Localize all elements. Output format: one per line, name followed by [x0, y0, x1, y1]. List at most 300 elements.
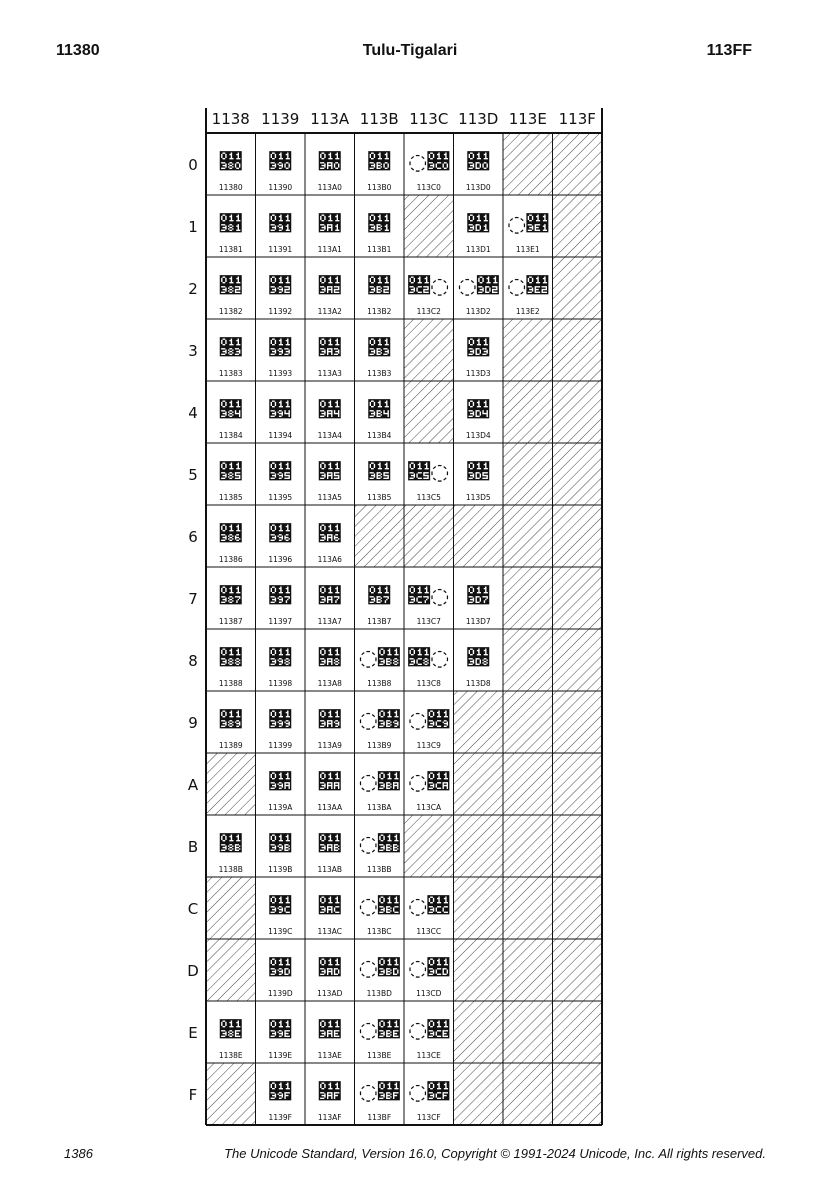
char-cell: [268, 212, 292, 254]
char-cell: [318, 150, 342, 192]
char-code: 1139F: [268, 1113, 292, 1122]
char-code: 11391: [268, 245, 293, 254]
char-cell: [359, 646, 400, 688]
char-code: 11392: [268, 307, 293, 316]
char-cell: [268, 274, 292, 316]
char-glyph: 𑏅◌: [408, 460, 450, 485]
char-code: 11390: [268, 183, 293, 192]
column-header: 113A: [310, 110, 350, 128]
char-cell: [219, 584, 243, 626]
char-cell: [317, 770, 343, 812]
char-cell: [268, 336, 292, 378]
unassigned-cell: [503, 443, 553, 505]
char-code: 113A7: [317, 617, 342, 626]
char-glyph: ◌𑏒: [457, 274, 499, 299]
char-glyph: 𑏐: [467, 150, 490, 175]
char-glyph: 𑎩: [318, 708, 341, 733]
unassigned-cell: [553, 195, 603, 257]
unassigned-cell: [553, 815, 603, 877]
char-cell: [367, 150, 391, 192]
char-code: 11396: [268, 555, 293, 564]
unassigned-cell: [553, 443, 603, 505]
char-code: 113AF: [317, 1113, 342, 1122]
unassigned-cell: [503, 939, 553, 1001]
char-glyph: 𑎫: [318, 832, 341, 857]
page-number: 1386: [64, 1146, 93, 1161]
char-cell: [359, 770, 400, 812]
char-glyph: 𑎞: [269, 1018, 292, 1043]
char-glyph: ◌𑏎: [408, 1018, 450, 1043]
char-cell: [268, 522, 292, 564]
char-cell: [318, 1080, 342, 1122]
char-glyph: 𑎓: [269, 336, 292, 361]
char-glyph: 𑎉: [219, 708, 242, 733]
char-glyph: 𑏇◌: [408, 584, 450, 609]
char-cell: [268, 150, 292, 192]
unassigned-cell: [404, 195, 454, 257]
char-code: 113A4: [317, 431, 342, 440]
char-glyph: 𑎆: [219, 522, 242, 547]
char-glyph: 𑎮: [318, 1018, 341, 1043]
char-glyph: 𑎝: [269, 956, 292, 981]
char-code: 113CC: [416, 927, 442, 936]
char-cell: [367, 584, 391, 626]
char-glyph: 𑎖: [269, 522, 292, 547]
char-glyph: 𑎧: [318, 584, 341, 609]
char-cell: [367, 274, 391, 316]
char-cell: [507, 212, 548, 254]
row-header: F: [188, 1086, 198, 1104]
char-cell: [408, 956, 449, 998]
char-glyph: 𑎦: [318, 522, 341, 547]
char-glyph: 𑎷: [368, 584, 391, 609]
char-glyph: 𑎂: [219, 274, 242, 299]
char-code: 113D4: [465, 431, 491, 440]
char-code: 11383: [218, 369, 243, 378]
char-glyph: 𑏘: [467, 646, 490, 671]
unassigned-cell: [404, 381, 454, 443]
char-code: 1139D: [267, 989, 293, 998]
char-code: 113D5: [465, 493, 491, 502]
char-glyph: ◌𑎹: [358, 708, 400, 733]
char-code: 113A2: [317, 307, 342, 316]
unassigned-cell: [454, 1001, 504, 1063]
char-glyph: 𑎎: [219, 1018, 242, 1043]
column-header: 113C: [409, 110, 449, 128]
char-glyph: 𑎕: [269, 460, 292, 485]
char-cell: [219, 522, 243, 564]
char-glyph: 𑎈: [219, 646, 242, 671]
char-code: 1139B: [268, 865, 293, 874]
char-cell: [408, 708, 449, 750]
char-code: 113B9: [367, 741, 392, 750]
char-glyph: ◌𑏏: [408, 1080, 450, 1105]
char-cell: [268, 1018, 292, 1060]
column-header: 1139: [261, 110, 300, 128]
char-glyph: ◌𑎾: [358, 1018, 400, 1043]
char-cell: [408, 460, 449, 502]
unassigned-cell: [553, 505, 603, 567]
unassigned-cell: [553, 567, 603, 629]
char-code: 113C0: [416, 183, 441, 192]
char-code: 1139E: [268, 1051, 293, 1060]
char-cell: [408, 894, 449, 936]
char-cell: [408, 274, 449, 316]
unassigned-cell: [553, 1063, 603, 1125]
unassigned-cell: [206, 1063, 256, 1125]
char-glyph: 𑎋: [219, 832, 242, 857]
char-cell: [359, 708, 400, 750]
char-code: 113AB: [317, 865, 343, 874]
char-cell: [507, 274, 548, 316]
char-code: 113AE: [317, 1051, 342, 1060]
row-header: C: [187, 900, 199, 918]
char-code: 113D0: [465, 183, 491, 192]
char-cell: [466, 398, 491, 440]
unassigned-cell: [503, 1063, 553, 1125]
char-glyph: 𑏓: [467, 336, 490, 361]
char-code: 113B1: [367, 245, 392, 254]
unassigned-cell: [503, 319, 553, 381]
char-code: 113CA: [416, 803, 442, 812]
char-glyph: 𑎜: [269, 894, 292, 919]
char-glyph: 𑎐: [269, 150, 292, 175]
char-cell: [318, 398, 342, 440]
char-cell: [359, 894, 400, 936]
char-code: 113C5: [416, 493, 441, 502]
unassigned-cell: [454, 815, 504, 877]
char-cell: [359, 956, 400, 998]
char-code: 1139C: [268, 927, 293, 936]
unassigned-cell: [503, 505, 553, 567]
char-code: 113A1: [317, 245, 342, 254]
char-code: 113BD: [366, 989, 392, 998]
char-code: 113B8: [367, 679, 392, 688]
char-code: 11381: [218, 245, 243, 254]
row-header: 6: [188, 528, 198, 546]
char-code: 113BB: [366, 865, 392, 874]
char-glyph: 𑎄: [219, 398, 242, 423]
char-glyph: 𑎠: [318, 150, 341, 175]
char-cell: [466, 336, 491, 378]
char-cell: [359, 1080, 400, 1122]
row-header: E: [188, 1024, 198, 1042]
row-header: 8: [188, 652, 198, 670]
row-header: 5: [188, 466, 198, 484]
char-cell: [268, 956, 293, 998]
unassigned-cell: [503, 381, 553, 443]
char-cell: [458, 274, 499, 316]
unassigned-cell: [454, 691, 504, 753]
char-code: 11399: [268, 741, 293, 750]
char-glyph: 𑏗: [467, 584, 490, 609]
char-code: 113A6: [317, 555, 342, 564]
char-glyph: 𑎘: [269, 646, 292, 671]
char-cell: [318, 522, 342, 564]
char-code: 11380: [218, 183, 243, 192]
unassigned-cell: [355, 505, 405, 567]
unassigned-cell: [503, 753, 553, 815]
unassigned-cell: [503, 877, 553, 939]
char-cell: [317, 956, 342, 998]
unassigned-cell: [206, 939, 256, 1001]
char-cell: [268, 708, 292, 750]
char-code: 113BA: [366, 803, 392, 812]
char-code: 113D2: [465, 307, 491, 316]
char-glyph: ◌𑎻: [358, 832, 400, 857]
row-header: B: [187, 838, 199, 856]
char-glyph: 𑎔: [269, 398, 292, 423]
char-glyph: ◌𑏍: [408, 956, 450, 981]
char-glyph: 𑏕: [467, 460, 490, 485]
char-glyph: ◌𑏢: [507, 274, 549, 299]
char-glyph: 𑎭: [318, 956, 341, 981]
char-code: 113B2: [367, 307, 392, 316]
unassigned-cell: [454, 505, 504, 567]
char-cell: [466, 150, 491, 192]
char-code: 113AA: [317, 803, 343, 812]
char-cell: [359, 832, 400, 874]
column-header: 113D: [458, 110, 499, 128]
unassigned-cell: [503, 1001, 553, 1063]
unassigned-cell: [503, 629, 553, 691]
row-header: 3: [188, 342, 198, 360]
char-cell: [466, 212, 491, 254]
char-cell: [466, 646, 491, 688]
row-header: 2: [188, 280, 198, 298]
char-code: 113C9: [416, 741, 441, 750]
char-glyph: 𑎡: [318, 212, 341, 237]
char-glyph: 𑎟: [269, 1080, 292, 1105]
unassigned-cell: [553, 257, 603, 319]
char-glyph: 𑏑: [467, 212, 490, 237]
char-code: 11398: [268, 679, 293, 688]
char-cell: [318, 212, 342, 254]
char-code: 113A9: [317, 741, 342, 750]
char-glyph: 𑎢: [318, 274, 341, 299]
column-header: 113F: [558, 110, 596, 128]
char-cell: [367, 398, 391, 440]
row-header: A: [187, 776, 199, 794]
char-cell: [359, 1018, 400, 1060]
char-glyph: 𑎗: [269, 584, 292, 609]
char-cell: [268, 646, 292, 688]
char-cell: [268, 770, 293, 812]
char-glyph: ◌𑏀: [408, 150, 450, 175]
char-code: 113E1: [515, 245, 540, 254]
char-cell: [367, 336, 391, 378]
char-cell: [318, 646, 342, 688]
char-glyph: ◌𑎼: [358, 894, 400, 919]
unassigned-cell: [553, 381, 603, 443]
unassigned-cell: [553, 753, 603, 815]
char-code: 113BC: [366, 927, 392, 936]
char-cell: [219, 150, 243, 192]
char-glyph: ◌𑏊: [408, 770, 450, 795]
char-code: 113C8: [416, 679, 441, 688]
char-cell: [318, 584, 342, 626]
char-cell: [268, 584, 292, 626]
unassigned-cell: [404, 319, 454, 381]
char-code: 113C7: [416, 617, 441, 626]
char-cell: [408, 584, 449, 626]
char-cell: [408, 770, 449, 812]
header-range-start: 11380: [56, 42, 100, 59]
row-header: 1: [188, 218, 198, 236]
copyright-notice: The Unicode Standard, Version 16.0, Copyright © 1991-2024 Unicode, Inc. All rights reserved.: [224, 1146, 766, 1161]
char-code: 1138B: [218, 865, 243, 874]
char-glyph: 𑎴: [368, 398, 391, 423]
char-code: 113A5: [317, 493, 342, 502]
char-glyph: 𑎰: [368, 150, 391, 175]
char-glyph: ◌𑎽: [358, 956, 400, 981]
char-code: 1139A: [268, 803, 293, 812]
unassigned-cell: [454, 753, 504, 815]
char-cell: [219, 832, 243, 874]
char-code: 113E2: [515, 307, 540, 316]
char-code: 113B5: [367, 493, 392, 502]
char-cell: [269, 1080, 292, 1122]
char-glyph: ◌𑏡: [507, 212, 549, 237]
char-cell: [317, 832, 342, 874]
char-glyph: ◌𑎸: [358, 646, 400, 671]
char-glyph: 𑎛: [269, 832, 292, 857]
char-glyph: 𑎙: [269, 708, 292, 733]
unassigned-cell: [503, 567, 553, 629]
char-code: 11393: [268, 369, 293, 378]
char-glyph: 𑎇: [219, 584, 242, 609]
char-glyph: ◌𑎿: [358, 1080, 400, 1105]
char-code: 113B0: [367, 183, 392, 192]
unassigned-cell: [454, 877, 504, 939]
char-glyph: 𑏂◌: [408, 274, 450, 299]
char-code: 113A8: [317, 679, 342, 688]
unassigned-cell: [553, 1001, 603, 1063]
unassigned-cell: [206, 877, 256, 939]
char-cell: [268, 832, 292, 874]
char-glyph: 𑎪: [318, 770, 341, 795]
char-code: 11382: [218, 307, 243, 316]
row-header: 7: [188, 590, 198, 608]
char-glyph: 𑎥: [318, 460, 341, 485]
char-cell: [219, 646, 243, 688]
char-glyph: 𑎣: [318, 336, 341, 361]
char-cell: [318, 1018, 342, 1060]
char-glyph: ◌𑎺: [358, 770, 400, 795]
unassigned-cell: [553, 629, 603, 691]
char-cell: [367, 460, 391, 502]
char-code: 113A0: [317, 183, 342, 192]
unassigned-cell: [206, 753, 256, 815]
char-cell: [219, 274, 243, 316]
char-glyph: 𑎀: [219, 150, 242, 175]
char-cell: [318, 460, 342, 502]
char-code: 113AD: [317, 989, 343, 998]
char-glyph: 𑎳: [368, 336, 391, 361]
header-range-end: 113FF: [706, 42, 752, 59]
char-cell: [268, 460, 292, 502]
char-code: 11397: [268, 617, 293, 626]
char-code: 11389: [218, 741, 243, 750]
char-glyph: 𑎒: [269, 274, 292, 299]
char-code: 11388: [218, 679, 243, 688]
char-code: 113CE: [416, 1051, 441, 1060]
unassigned-cell: [553, 133, 603, 195]
char-code: 113A3: [317, 369, 342, 378]
page-title: Tulu-Tigalari: [362, 42, 458, 59]
unassigned-cell: [553, 319, 603, 381]
char-code: 113B3: [367, 369, 392, 378]
row-header: 0: [188, 156, 198, 174]
char-glyph: 𑎤: [318, 398, 341, 423]
char-cell: [408, 150, 449, 192]
row-header: D: [187, 962, 199, 980]
char-cell: [219, 398, 243, 440]
char-glyph: 𑎲: [368, 274, 391, 299]
char-code: 113D3: [465, 369, 491, 378]
char-glyph: 𑎯: [318, 1080, 341, 1105]
char-code: 11395: [268, 493, 293, 502]
char-cell: [408, 1080, 449, 1122]
char-cell: [219, 1018, 243, 1060]
unassigned-cell: [503, 815, 553, 877]
column-header: 113B: [359, 110, 399, 128]
unassigned-cell: [404, 815, 454, 877]
char-code: 113B7: [367, 617, 392, 626]
char-code: 11394: [268, 431, 293, 440]
char-code: 113AC: [317, 927, 343, 936]
char-glyph: 𑏔: [467, 398, 490, 423]
char-code: 1138E: [218, 1051, 243, 1060]
char-cell: [318, 708, 342, 750]
char-cell: [219, 336, 243, 378]
char-cell: [466, 584, 491, 626]
char-cell: [219, 460, 243, 502]
row-header: 9: [188, 714, 198, 732]
char-code: 113B4: [367, 431, 392, 440]
char-glyph: 𑎨: [318, 646, 341, 671]
column-header: 113E: [508, 110, 547, 128]
unassigned-cell: [404, 505, 454, 567]
char-glyph: 𑎑: [269, 212, 292, 237]
char-glyph: 𑎚: [269, 770, 292, 795]
column-header: 1138: [211, 110, 250, 128]
char-glyph: 𑎱: [368, 212, 391, 237]
unassigned-cell: [454, 1063, 504, 1125]
row-header: 4: [188, 404, 198, 422]
char-glyph: 𑎃: [219, 336, 242, 361]
char-glyph: 𑎅: [219, 460, 242, 485]
char-code: 113BE: [367, 1051, 392, 1060]
char-code: 11387: [218, 617, 243, 626]
char-cell: [367, 212, 391, 254]
char-glyph: 𑎵: [368, 460, 391, 485]
char-cell: [466, 460, 491, 502]
char-code: 113D1: [465, 245, 491, 254]
char-code: 11385: [218, 493, 243, 502]
char-glyph: 𑏈◌: [408, 646, 450, 671]
char-glyph: 𑎁: [219, 212, 242, 237]
char-cell: [317, 894, 342, 936]
char-code: 113BF: [367, 1113, 392, 1122]
unassigned-cell: [454, 939, 504, 1001]
unassigned-cell: [553, 939, 603, 1001]
char-code: 113CD: [416, 989, 442, 998]
char-cell: [268, 398, 292, 440]
char-glyph: ◌𑏌: [408, 894, 450, 919]
unassigned-cell: [503, 133, 553, 195]
char-cell: [268, 894, 292, 936]
